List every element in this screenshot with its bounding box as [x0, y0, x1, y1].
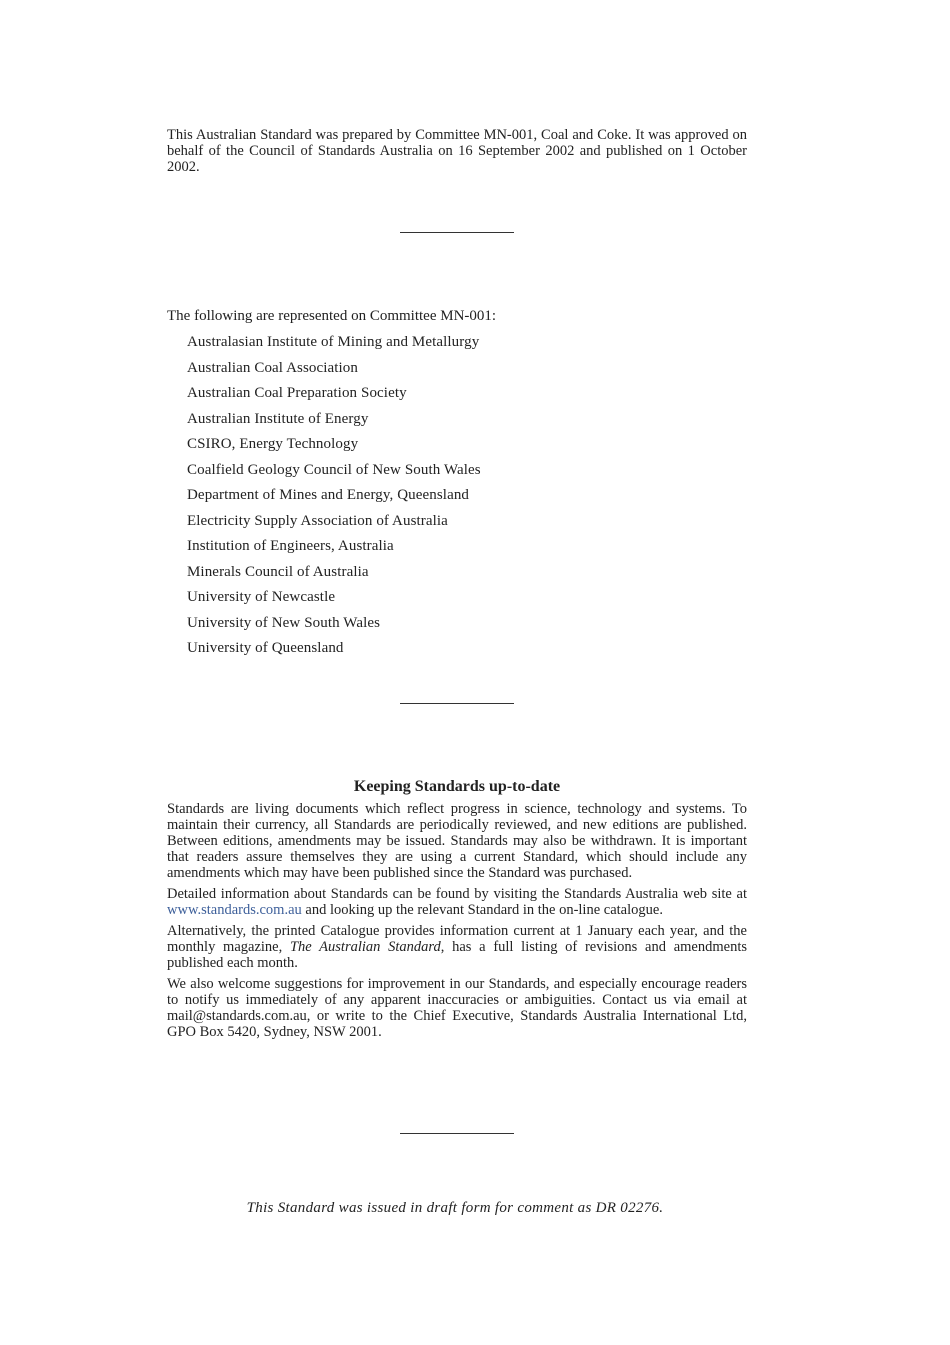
list-item: Australasian Institute of Mining and Metallurgy	[187, 334, 480, 350]
paragraph: We also welcome suggestions for improvement in our Standards, and especially encourage readers to notify us immediately of any apparent inaccuracies or ambiguities. Contact us via email at mail@standards.com.au, or write to the Chief Executive, Standards Australia International Ltd, GPO Box 5420, Sydney, NSW 2001.	[167, 976, 747, 1040]
list-item: Minerals Council of Australia	[187, 563, 369, 580]
draft-note: This Standard was issued in draft form for comment as DR 02276.	[246, 1200, 664, 1216]
divider-rule	[400, 1133, 514, 1134]
divider-rule	[400, 232, 514, 233]
website-link[interactable]: www.standards.com.au	[167, 902, 302, 918]
committee-members-list	[167, 330, 747, 662]
list-item: Coalfield Geology Council of New South Wales	[187, 461, 481, 478]
list-item: Department of Mines and Energy, Queensland	[187, 487, 470, 503]
list-item: University of Queensland	[187, 640, 344, 656]
list-item: Australian Institute of Energy	[187, 410, 369, 427]
magazine-title: The Australian Standard	[289, 939, 441, 955]
preparation-note: This Australian Standard was prepared by Committee MN-001, Coal and Coke. It was approved on behalf of the Council of Standards Australia on 16 September 2002 and published on 1 October 2002.	[167, 127, 747, 175]
list-item: Electricity Supply Association of Australia	[187, 512, 448, 529]
keeping-standards-section	[167, 778, 747, 1045]
divider-rule	[400, 703, 514, 704]
list-item: University of Newcastle	[187, 589, 336, 605]
list-item: Institution of Engineers, Australia	[187, 538, 394, 554]
list-item: Australian Coal Association	[187, 359, 359, 376]
section-heading: Keeping Standards up-to-date	[353, 778, 561, 795]
paragraph: Alternatively, the printed Catalogue provides information current at 1 January each year, and the monthly magazine, The Australian Standard, has a full listing of revisions and amendments published each month.	[167, 923, 747, 971]
paragraph: Detailed information about Standards can be found by visiting the Standards Australia web site at www.standards.com.au and looking up the relevant Standard in the on-line catalogue.	[167, 886, 747, 918]
list-item: CSIRO, Energy Technology	[187, 436, 359, 452]
paragraph: Standards are living documents which reflect progress in science, technology and systems. To maintain their currency, all Standards are periodically reviewed, and new editions are published. Between editions, amendments may be issued. Standards may also be withdrawn. It is important that readers assure themselves they are using a current Standard, which should include any amendments which may have been published since the Standard was purchased.	[167, 801, 747, 881]
list-item: Australian Coal Preparation Society	[187, 385, 407, 401]
committee-intro: The following are represented on Committee MN-001:	[167, 308, 497, 324]
list-item: University of New South Wales	[187, 614, 381, 631]
committee-section	[167, 307, 747, 662]
